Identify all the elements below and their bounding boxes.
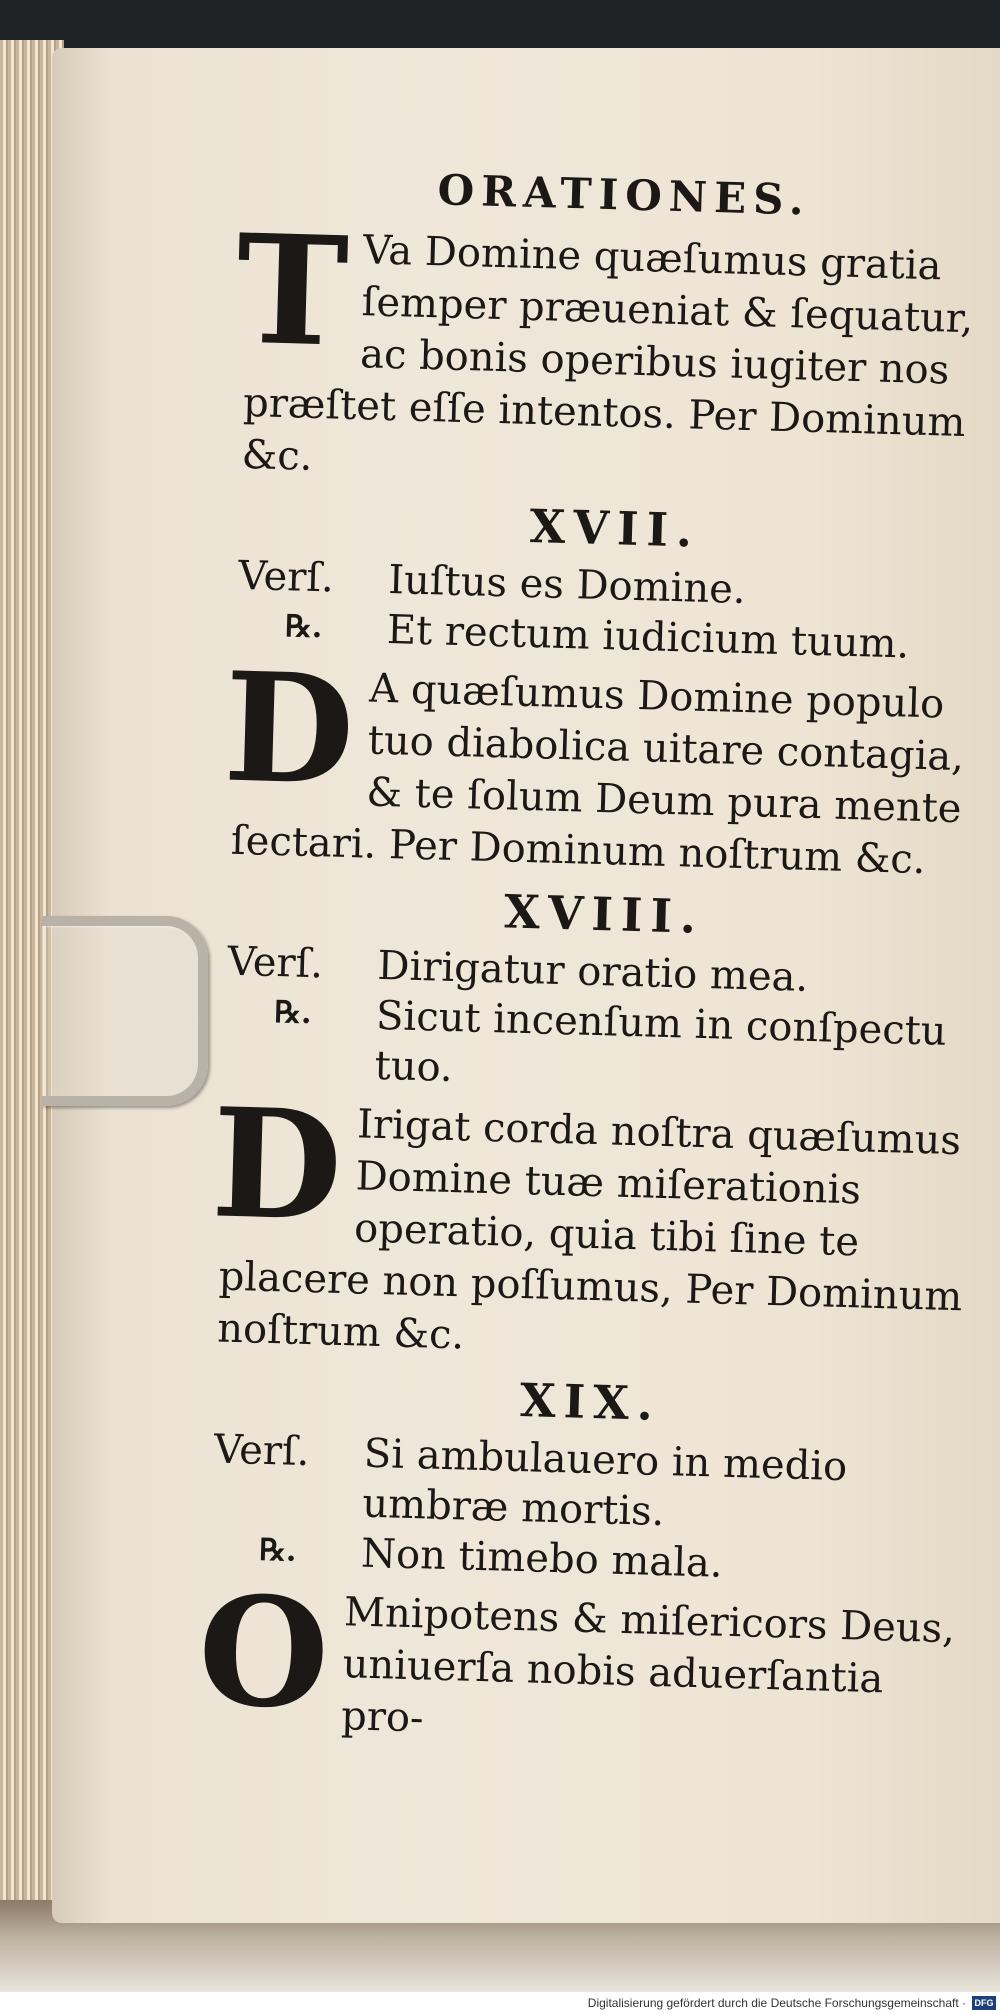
dfg-logo-icon: DFG bbox=[972, 1996, 996, 2010]
response-text: Et rectum iudicium tuum. bbox=[386, 607, 910, 668]
drop-cap-initial: D bbox=[209, 1075, 345, 1255]
response-text: Sicut incenſum in conſpectu tuo. bbox=[374, 992, 948, 1092]
prayer-text: Mnipotens & miſericors Deus, uniuerſa nobis aduerſantia pro- bbox=[340, 1589, 956, 1742]
section-number: XIX. bbox=[519, 1373, 662, 1431]
running-head: ORATIONES. bbox=[436, 165, 812, 225]
prayer-2 bbox=[221, 639, 986, 888]
funding-credit: Digitalisierung gefördert durch die Deutsche Forschungsgemeinschaft · bbox=[587, 1996, 966, 2010]
page-clip bbox=[42, 916, 208, 1106]
drop-cap-initial: T bbox=[233, 201, 351, 381]
response-label: ℞. bbox=[258, 1532, 298, 1569]
credit-footer bbox=[0, 1992, 1000, 2015]
drop-cap-initial: D bbox=[221, 639, 357, 820]
prayer-3 bbox=[209, 1075, 974, 1376]
section-number: XVIII. bbox=[503, 884, 705, 944]
versicle-text: Si ambulauero in medio umbræ mortis. bbox=[361, 1430, 848, 1536]
prayer-text: Va Domine quæſumus gratia ſemper præueniat & ſequatur, ac bonis operibus iugiter nos præſtet eſſe intentos. Per Dominum &c. bbox=[241, 227, 974, 480]
prayer-text: A quæſumus Domine populo tuo diabolica uitare contagia, & te ſolum Deum pura mente ſectari. Per Dominum noſtrum &c. bbox=[230, 665, 965, 884]
versicle-text: Dirigatur oratio mea. bbox=[376, 942, 809, 1001]
response-label: ℞. bbox=[284, 609, 323, 646]
versicle-label: Verſ. bbox=[213, 1426, 311, 1476]
versicle-label: Verſ. bbox=[237, 552, 335, 602]
prayer-text: Irigat corda noſtra quæſumus Domine tuæ miſerationis operatio, quia tibi ſine te placere non poſſumus, Per Dominum noſtrum &c. bbox=[216, 1101, 963, 1359]
page-text bbox=[195, 160, 1000, 1769]
versicle-label: Verſ. bbox=[226, 938, 324, 988]
drop-cap-initial: O bbox=[195, 1563, 332, 1743]
response-text: Non timebo mala. bbox=[360, 1530, 724, 1587]
prayer-1 bbox=[233, 201, 998, 502]
prayer-4 bbox=[195, 1563, 960, 1759]
response-label: ℞. bbox=[273, 995, 313, 1032]
section-number: XVII. bbox=[528, 498, 701, 558]
versicle-text: Iuſtus es Domine. bbox=[387, 557, 747, 613]
